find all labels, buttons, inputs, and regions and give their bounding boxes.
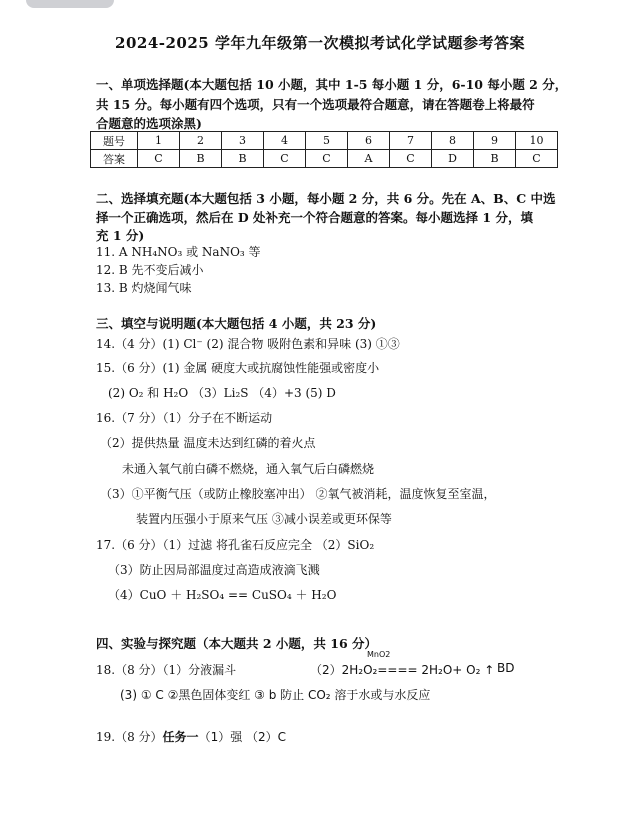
question-number-cell: 8 [432,132,474,150]
answer-q13: 13. B 灼烧闻气味 [96,281,192,295]
answer-q16-line3: 未通入氧气前白磷不燃烧，通入氧气后白磷燃烧 [122,462,375,476]
answer-table-number-label: 题号 [91,132,138,150]
question-number-cell: 5 [306,132,348,150]
answer-q16-line4: （3）①平衡气压（或防止橡胶塞冲出） ②氧气被消耗，温度恢复至室温， [100,487,496,501]
section1-heading-line3: 合题意的选项涂黑) [96,116,202,131]
answer-cell: C [306,150,348,168]
answer-q15-line2: (2) O₂ 和 H₂O （3）Li₂S （4）+3 (5) D [108,386,336,400]
section2-heading-line1: 二、选择填充题(本大题包括 3 小题，每小题 2 分，共 6 分。先在 A、B、C 中选 [96,191,556,206]
question-number-cell: 7 [390,132,432,150]
answer-q18-catalyst: MnO2 [367,650,391,659]
answer-q16-line5: 装置内压强小于原来气压 ③减小误差或更环保等 [136,512,392,526]
section1-heading-line2: 共 15 分。每小题有四个选项，只有一个选项最符合题意，请在答题卷上将最符 [96,97,535,112]
section1-heading-line1: 一、单项选择题(本大题包括 10 小题，其中 1-5 每小题 1 分，6-10 每小题 2 分， [96,77,568,92]
answer-q19 [96,728,286,745]
answer-q11: 11. A NH₄NO₃ 或 NaNO₃ 等 [96,245,261,259]
answer-q19-rest: （1）强 （2）C [198,730,287,744]
answer-cell: D [432,150,474,168]
answer-q18-label: 18.（8 分）（1）分液漏斗 [96,663,237,677]
answer-q15-line1: 15.（6 分）(1) 金属 硬度大或抗腐蚀性能强或密度小 [96,361,380,375]
answer-q14: 14.（4 分）(1) Cl⁻ (2) 混合物 吸附色素和异味 (3) ①③ [96,337,400,351]
answer-cell: A [348,150,390,168]
answer-q18-choice: BD [497,661,515,675]
answer-q19-prefix: 19.（8 分） [96,730,163,744]
answer-q16-line1: 16.（7 分）（1）分子在不断运动 [96,411,273,425]
answer-cell: C [264,150,306,168]
answer-cell: C [138,150,180,168]
answer-q17-line1: 17.（6 分）（1）过滤 将孔雀石反应完全 （2）SiO₂ [96,538,375,552]
page-title: 2024-2025 学年九年级第一次模拟考试化学试题参考答案 [115,34,525,52]
answer-q17-line2: （3）防止因局部温度过高造成液滴飞溅 [108,563,320,577]
answer-table-answer-label: 答案 [91,150,138,168]
question-number-cell: 10 [516,132,558,150]
section2-heading-line3: 充 1 分) [96,228,145,243]
question-number-cell: 6 [348,132,390,150]
question-number-cell: 2 [180,132,222,150]
answer-cell: C [390,150,432,168]
answer-q18-line2: (3) ① C ②黑色固体变红 ③ b 防止 CO₂ 溶于水或与水反应 [120,688,431,702]
answer-q18-equation: （2）2H₂O₂==== 2H₂O+ O₂ ↑ [310,663,495,677]
question-number-cell: 4 [264,132,306,150]
section4-heading: 四、实验与探究题（本大题共 2 小题，共 16 分） [96,636,378,651]
answer-cell: B [474,150,516,168]
answer-cell: B [180,150,222,168]
answer-q12: 12. B 先不变后减小 [96,263,204,277]
question-number-cell: 9 [474,132,516,150]
question-number-cell: 3 [222,132,264,150]
question-number-cell: 1 [138,132,180,150]
answer-cell: C [516,150,558,168]
answer-table-answer-row [91,150,558,168]
answer-table-number-row [91,132,558,150]
answer-q17-line3: （4）CuO ＋ H₂SO₄ == CuSO₄ ＋ H₂O [108,588,337,602]
section3-heading: 三、填空与说明题(本大题包括 4 小题，共 23 分) [96,316,377,331]
section2-heading-line2: 择一个正确选项，然后在 D 处补充一个符合题意的答案。每小题选择 1 分，填 [96,210,533,225]
answer-q16-line2: （2）提供热量 温度未达到红磷的着火点 [100,436,316,450]
answer-q19-task: 任务一 [162,730,199,744]
answer-cell: B [222,150,264,168]
answer-table [90,131,558,168]
